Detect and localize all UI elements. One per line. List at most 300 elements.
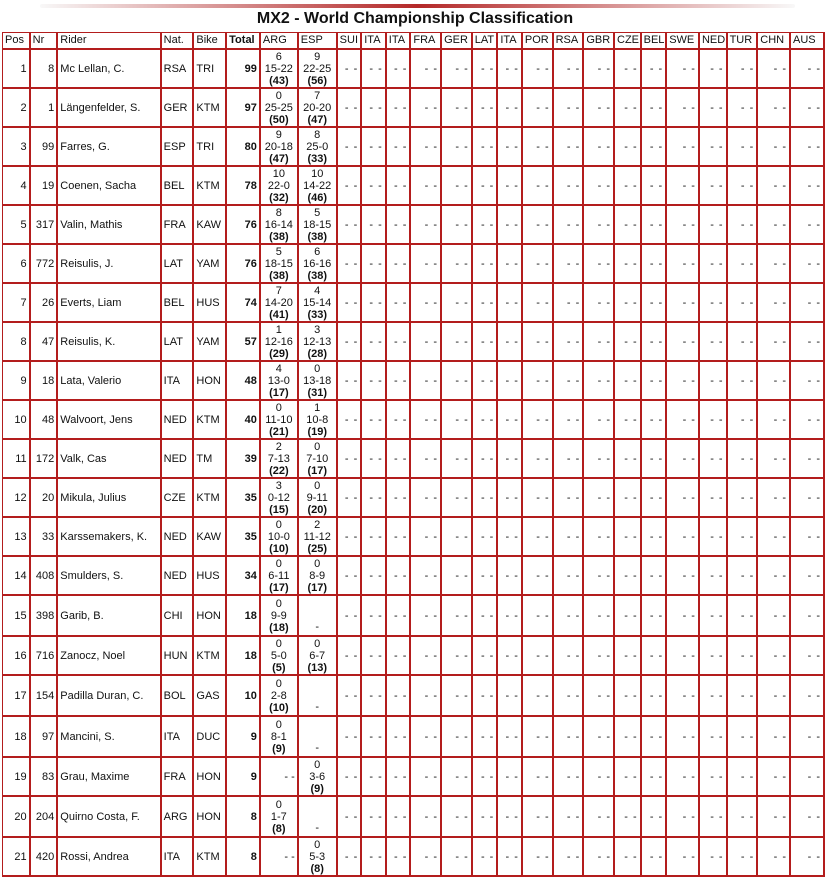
heat-points: 10-8 <box>306 413 329 426</box>
round-points: 9 <box>275 128 282 141</box>
empty-round-cell: - - <box>700 557 728 596</box>
empty-round-cell: - - <box>442 323 473 362</box>
empty-round-cell: - - <box>498 323 523 362</box>
round-points: 0 <box>275 798 282 811</box>
empty-round-cell: - - <box>362 245 387 284</box>
empty-round-cell: - - <box>667 206 700 245</box>
col-header-bike: Bike <box>194 32 227 50</box>
nat-cell: NED <box>162 440 195 479</box>
empty-round-cell: - - <box>728 557 759 596</box>
empty-round-cell: - - <box>387 717 412 758</box>
empty-round-cell: - - <box>791 401 825 440</box>
round-total: (20) <box>307 503 327 516</box>
arg-result <box>261 362 299 401</box>
empty-round-cell: - - <box>442 518 473 557</box>
empty-round-cell: - - <box>338 401 363 440</box>
heat-points: 25-0 <box>306 140 329 153</box>
empty-round-cell: - - <box>473 362 499 401</box>
empty-round-cell: - - <box>387 838 412 877</box>
table-row <box>2 676 825 717</box>
empty-round-cell: - - <box>791 479 825 518</box>
empty-round-cell: - - <box>728 284 759 323</box>
round-total: (22) <box>269 464 289 477</box>
empty-round-cell: - - <box>554 479 585 518</box>
empty-round-cell: - - <box>615 50 642 89</box>
empty-round-cell: - - <box>411 797 442 838</box>
empty-round-cell: - - <box>758 284 791 323</box>
empty-round-cell: - - <box>523 758 554 797</box>
nat-cell: ARG <box>162 797 195 838</box>
round-points: 0 <box>275 637 282 650</box>
empty-round-cell: - - <box>442 167 473 206</box>
empty-round-cell: - - <box>411 245 442 284</box>
round-points: 0 <box>275 89 282 102</box>
col-header-nat: Nat. <box>162 32 195 50</box>
empty-round-cell: - - <box>728 128 759 167</box>
nat-cell: CHI <box>162 596 195 637</box>
round-total: (46) <box>307 191 327 204</box>
bike-cell: YAM <box>194 323 227 362</box>
arg-result-empty: - - <box>261 758 299 797</box>
empty-round-cell: - - <box>362 89 387 128</box>
table-row <box>2 479 825 518</box>
empty-round-cell: - - <box>584 518 615 557</box>
rider-cell: Reisulis, K. <box>58 323 161 362</box>
round-total: (38) <box>269 269 289 282</box>
nat-cell: NED <box>162 518 195 557</box>
classification-table <box>2 32 825 877</box>
table-row <box>2 323 825 362</box>
empty-round-cell: - - <box>700 206 728 245</box>
round-total: (21) <box>269 425 289 438</box>
empty-round-cell: - - <box>387 557 412 596</box>
empty-round-cell: - - <box>700 637 728 676</box>
empty-round-cell: - - <box>554 50 585 89</box>
pos-cell: 8 <box>2 323 31 362</box>
rider-cell: Garib, B. <box>58 596 161 637</box>
empty-round-cell: - - <box>338 596 363 637</box>
pos-cell: 3 <box>2 128 31 167</box>
heat-points: 15-14 <box>303 296 332 309</box>
empty-round-cell: - - <box>523 245 554 284</box>
header-row <box>2 32 825 50</box>
pos-cell: 15 <box>2 596 31 637</box>
heat-points: 10-0 <box>267 530 290 543</box>
heat-points: 18-15 <box>264 257 293 270</box>
round-points: 5 <box>314 206 321 219</box>
esp-result <box>299 284 338 323</box>
round-points: 10 <box>272 167 285 180</box>
empty-round-cell: - - <box>338 637 363 676</box>
nat-cell: GER <box>162 89 195 128</box>
empty-round-cell: - - <box>442 596 473 637</box>
empty-round-cell: - - <box>615 797 642 838</box>
round-total: (18) <box>269 621 289 634</box>
table-row <box>2 440 825 479</box>
empty-round-cell: - - <box>523 206 554 245</box>
empty-round-cell: - - <box>667 323 700 362</box>
empty-round-cell: - - <box>338 838 363 877</box>
esp-result <box>299 518 338 557</box>
empty-round-cell: - - <box>442 50 473 89</box>
esp-result <box>299 637 338 676</box>
empty-round-cell: - - <box>442 676 473 717</box>
table-row <box>2 518 825 557</box>
col-header-round-esp: ESP <box>299 32 338 50</box>
empty-round-cell: - - <box>700 362 728 401</box>
empty-round-cell: - - <box>338 676 363 717</box>
empty-round-cell: - - <box>615 206 642 245</box>
page-title: MX2 - World Championship Classification <box>256 10 574 27</box>
empty-round-cell: - - <box>667 676 700 717</box>
rider-cell: Valk, Cas <box>58 440 161 479</box>
heat-points: 14-22 <box>303 179 332 192</box>
empty-round-cell: - - <box>584 206 615 245</box>
round-total: (28) <box>307 347 327 360</box>
empty-round-cell: - - <box>642 323 668 362</box>
empty-round-cell: - - <box>584 440 615 479</box>
round-total: (19) <box>307 425 327 438</box>
nr-cell: 716 <box>31 637 59 676</box>
empty-round-cell: - - <box>387 676 412 717</box>
empty-round-cell: - - <box>642 284 668 323</box>
empty-round-cell: - - <box>442 401 473 440</box>
empty-round-cell: - - <box>362 518 387 557</box>
rider-cell: Rossi, Andrea <box>58 838 161 877</box>
round-points: 2 <box>275 440 282 453</box>
empty-round-cell: - - <box>498 596 523 637</box>
heat-points: 13-0 <box>267 374 290 387</box>
empty-round-cell: - - <box>442 89 473 128</box>
round-points: 6 <box>314 245 321 258</box>
empty-round-cell: - - <box>667 797 700 838</box>
empty-round-cell: - - <box>728 167 759 206</box>
bike-cell: TRI <box>194 128 227 167</box>
empty-round-cell: - - <box>642 362 668 401</box>
round-total: (33) <box>307 152 327 165</box>
pos-cell: 17 <box>2 676 31 717</box>
bike-cell: HUS <box>194 284 227 323</box>
esp-result-missing: - <box>299 797 338 838</box>
empty-round-cell: - - <box>642 401 668 440</box>
empty-round-cell: - - <box>387 479 412 518</box>
empty-round-cell: - - <box>411 637 442 676</box>
arg-result <box>261 401 299 440</box>
empty-round-cell: - - <box>758 323 791 362</box>
nat-cell: BOL <box>162 676 195 717</box>
empty-round-cell: - - <box>362 401 387 440</box>
empty-round-cell: - - <box>791 758 825 797</box>
empty-round-cell: - - <box>442 440 473 479</box>
empty-round-cell: - - <box>758 128 791 167</box>
esp-result <box>299 758 338 797</box>
empty-round-cell: - - <box>728 206 759 245</box>
nat-cell: CZE <box>162 479 195 518</box>
empty-round-cell: - - <box>523 401 554 440</box>
nr-cell: 20 <box>31 479 59 518</box>
empty-round-cell: - - <box>667 557 700 596</box>
table-row <box>2 50 825 89</box>
empty-round-cell: - - <box>584 838 615 877</box>
table-row <box>2 89 825 128</box>
nr-cell: 83 <box>31 758 59 797</box>
empty-round-cell: - - <box>338 206 363 245</box>
pos-cell: 11 <box>2 440 31 479</box>
round-total: (38) <box>307 230 327 243</box>
empty-round-cell: - - <box>667 362 700 401</box>
empty-round-cell: - - <box>442 838 473 877</box>
heat-points: 22-0 <box>267 179 290 192</box>
round-total: (9) <box>272 742 286 755</box>
arg-result <box>261 167 299 206</box>
empty-round-cell: - - <box>554 323 585 362</box>
arg-result <box>261 89 299 128</box>
arg-result <box>261 128 299 167</box>
round-points: 4 <box>275 362 282 375</box>
empty-round-cell: - - <box>642 557 668 596</box>
round-total: (47) <box>307 113 327 126</box>
empty-round-cell: - - <box>700 401 728 440</box>
nr-cell: 47 <box>31 323 59 362</box>
empty-round-cell: - - <box>411 50 442 89</box>
col-header-total: Total <box>227 32 261 50</box>
empty-round-cell: - - <box>758 401 791 440</box>
round-total: (41) <box>269 308 289 321</box>
round-total: (32) <box>269 191 289 204</box>
empty-round-cell: - - <box>791 167 825 206</box>
round-total: (38) <box>269 230 289 243</box>
empty-round-cell: - - <box>411 758 442 797</box>
empty-round-cell: - - <box>442 284 473 323</box>
nat-cell: RSA <box>162 50 195 89</box>
col-header-round-lat: LAT <box>473 32 499 50</box>
round-total: (17) <box>269 581 289 594</box>
esp-result <box>299 440 338 479</box>
esp-result <box>299 167 338 206</box>
arg-result <box>261 637 299 676</box>
esp-result <box>299 206 338 245</box>
rider-cell: Mancini, S. <box>58 717 161 758</box>
bike-cell: HON <box>194 596 227 637</box>
empty-round-cell: - - <box>758 838 791 877</box>
empty-round-cell: - - <box>498 167 523 206</box>
bike-cell: TM <box>194 440 227 479</box>
nr-cell: 99 <box>31 128 59 167</box>
empty-round-cell: - - <box>615 284 642 323</box>
nat-cell: BEL <box>162 284 195 323</box>
round-total: (17) <box>307 464 327 477</box>
total-cell: 97 <box>227 89 261 128</box>
col-header-round-swe: SWE <box>667 32 700 50</box>
col-header-round-ned: NED <box>700 32 728 50</box>
empty-round-cell: - - <box>615 479 642 518</box>
round-total: (25) <box>307 542 327 555</box>
empty-round-cell: - - <box>615 717 642 758</box>
empty-round-cell: - - <box>700 838 728 877</box>
empty-round-cell: - - <box>362 167 387 206</box>
table-row <box>2 717 825 758</box>
round-total: (15) <box>269 503 289 516</box>
col-header-round-bel: BEL <box>642 32 668 50</box>
heat-points: 7-10 <box>306 452 329 465</box>
empty-round-cell: - - <box>473 557 499 596</box>
empty-round-cell: - - <box>758 89 791 128</box>
empty-round-cell: - - <box>728 89 759 128</box>
arg-result <box>261 284 299 323</box>
empty-round-cell: - - <box>473 797 499 838</box>
total-cell: 99 <box>227 50 261 89</box>
empty-round-cell: - - <box>338 479 363 518</box>
rider-cell: Reisulis, J. <box>58 245 161 284</box>
col-header-pos: Pos <box>2 32 31 50</box>
empty-round-cell: - - <box>791 362 825 401</box>
empty-round-cell: - - <box>473 440 499 479</box>
heat-points: 18-15 <box>303 218 332 231</box>
pos-cell: 4 <box>2 167 31 206</box>
empty-round-cell: - - <box>362 758 387 797</box>
empty-round-cell: - - <box>523 838 554 877</box>
arg-result <box>261 797 299 838</box>
round-points: 0 <box>314 758 321 771</box>
empty-round-cell: - - <box>473 245 499 284</box>
table-row <box>2 838 825 877</box>
round-total: (13) <box>307 661 327 674</box>
empty-round-cell: - - <box>473 518 499 557</box>
total-cell: 78 <box>227 167 261 206</box>
empty-round-cell: - - <box>338 284 363 323</box>
empty-round-cell: - - <box>523 717 554 758</box>
empty-round-cell: - - <box>387 758 412 797</box>
rider-cell: Karssemakers, K. <box>58 518 161 557</box>
empty-round-cell: - - <box>791 440 825 479</box>
empty-round-cell: - - <box>700 50 728 89</box>
empty-round-cell: - - <box>791 245 825 284</box>
round-points: 0 <box>275 597 282 610</box>
arg-result <box>261 479 299 518</box>
empty-round-cell: - - <box>473 717 499 758</box>
total-cell: 80 <box>227 128 261 167</box>
empty-round-cell: - - <box>758 479 791 518</box>
heat-points: 25-25 <box>264 101 293 114</box>
bike-cell: KTM <box>194 637 227 676</box>
heat-points: 11-10 <box>265 413 293 426</box>
empty-round-cell: - - <box>362 479 387 518</box>
empty-round-cell: - - <box>615 676 642 717</box>
empty-round-cell: - - <box>362 440 387 479</box>
table-row <box>2 128 825 167</box>
nat-cell: FRA <box>162 758 195 797</box>
bike-cell: HON <box>194 758 227 797</box>
empty-round-cell: - - <box>667 50 700 89</box>
round-points: 0 <box>314 557 321 570</box>
table-row <box>2 401 825 440</box>
table-row <box>2 797 825 838</box>
empty-round-cell: - - <box>584 479 615 518</box>
empty-round-cell: - - <box>498 284 523 323</box>
bike-cell: HUS <box>194 557 227 596</box>
round-total: (9) <box>310 782 324 795</box>
empty-round-cell: - - <box>758 518 791 557</box>
round-points: 0 <box>314 637 321 650</box>
empty-round-cell: - - <box>442 206 473 245</box>
top-decorative-rule <box>40 4 795 8</box>
heat-points: 8-9 <box>309 569 326 582</box>
col-header-rider: Rider <box>58 32 161 50</box>
table-body <box>2 50 825 877</box>
empty-round-cell: - - <box>728 50 759 89</box>
empty-round-cell: - - <box>642 758 668 797</box>
empty-round-cell: - - <box>442 245 473 284</box>
empty-round-cell: - - <box>584 758 615 797</box>
esp-result <box>299 128 338 167</box>
bike-cell: HON <box>194 797 227 838</box>
empty-round-cell: - - <box>700 167 728 206</box>
nr-cell: 772 <box>31 245 59 284</box>
empty-round-cell: - - <box>338 440 363 479</box>
empty-round-cell: - - <box>758 797 791 838</box>
total-cell: 74 <box>227 284 261 323</box>
empty-round-cell: - - <box>411 717 442 758</box>
round-total: (33) <box>307 308 327 321</box>
empty-round-cell: - - <box>338 167 363 206</box>
empty-round-cell: - - <box>642 596 668 637</box>
empty-round-cell: - - <box>728 596 759 637</box>
empty-round-cell: - - <box>411 440 442 479</box>
empty-round-cell: - - <box>411 518 442 557</box>
empty-round-cell: - - <box>667 838 700 877</box>
empty-round-cell: - - <box>642 89 668 128</box>
total-cell: 9 <box>227 758 261 797</box>
empty-round-cell: - - <box>584 245 615 284</box>
empty-round-cell: - - <box>728 797 759 838</box>
empty-round-cell: - - <box>700 596 728 637</box>
empty-round-cell: - - <box>442 128 473 167</box>
empty-round-cell: - - <box>728 401 759 440</box>
total-cell: 8 <box>227 838 261 877</box>
empty-round-cell: - - <box>498 758 523 797</box>
table-row <box>2 284 825 323</box>
empty-round-cell: - - <box>411 323 442 362</box>
empty-round-cell: - - <box>791 637 825 676</box>
bike-cell: KTM <box>194 479 227 518</box>
empty-round-cell: - - <box>642 797 668 838</box>
empty-round-cell: - - <box>584 596 615 637</box>
empty-round-cell: - - <box>498 637 523 676</box>
round-points: 2 <box>314 518 321 531</box>
round-total: (31) <box>307 386 327 399</box>
empty-round-cell: - - <box>387 362 412 401</box>
empty-round-cell: - - <box>667 128 700 167</box>
empty-round-cell: - - <box>523 128 554 167</box>
total-cell: 48 <box>227 362 261 401</box>
empty-round-cell: - - <box>473 758 499 797</box>
esp-result <box>299 838 338 877</box>
empty-round-cell: - - <box>411 89 442 128</box>
empty-round-cell: - - <box>523 50 554 89</box>
empty-round-cell: - - <box>700 323 728 362</box>
empty-round-cell: - - <box>642 518 668 557</box>
nr-cell: 26 <box>31 284 59 323</box>
nr-cell: 154 <box>31 676 59 717</box>
empty-round-cell: - - <box>498 479 523 518</box>
empty-round-cell: - - <box>338 797 363 838</box>
empty-round-cell: - - <box>411 128 442 167</box>
empty-round-cell: - - <box>554 167 585 206</box>
empty-round-cell: - - <box>667 637 700 676</box>
col-header-round-cze: CZE <box>615 32 642 50</box>
empty-round-cell: - - <box>523 518 554 557</box>
round-total: (50) <box>269 113 289 126</box>
